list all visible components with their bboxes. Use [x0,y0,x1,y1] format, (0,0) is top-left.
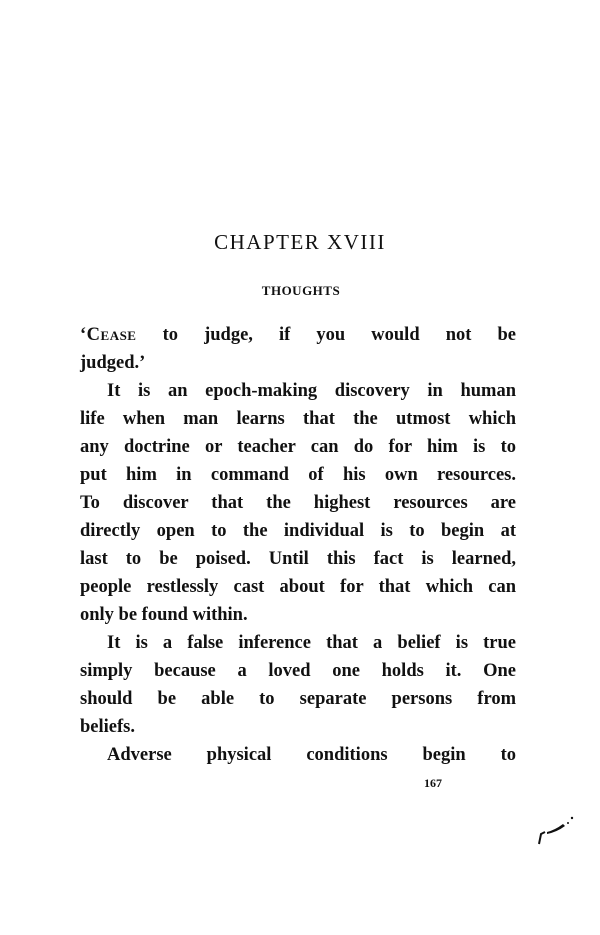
text-line: beliefs. [80,717,135,737]
text-line: any doctrine or teacher can do for him is to [80,437,516,457]
text-line: It is an epoch-making discovery in human [107,381,516,401]
text-line: To discover that the highest resources are [80,493,516,513]
text-line: simply because a loved one holds it. One [80,661,516,681]
text-line: directly open to the individual is to begin at [80,521,516,541]
text-line-rest: to judge, if you would not be [162,325,516,345]
chapter-heading: CHAPTER XVIII [214,230,386,254]
text-line: should be able to separate persons from [80,689,516,709]
text-line: judged.’ [80,353,146,373]
text-line [80,324,516,346]
text-line: last to be poised. Until this fact is learned, [80,549,516,569]
chapter-title: THOUGHTS [261,283,341,298]
text-line: life when man learns that the utmost which [80,409,516,429]
text-line: put him in command of his own resources. [80,465,516,485]
ink-mark-icon [535,814,580,849]
text-line: people restlessly cast about for that which can [80,577,516,597]
text-line: only be found within. [80,605,248,625]
page-number: 167 [424,776,442,790]
text-line: Adverse physical conditions begin to [107,745,516,765]
text-line: It is a false inference that a belief is true [107,633,516,653]
drop-word: ‘Cease [80,325,137,345]
